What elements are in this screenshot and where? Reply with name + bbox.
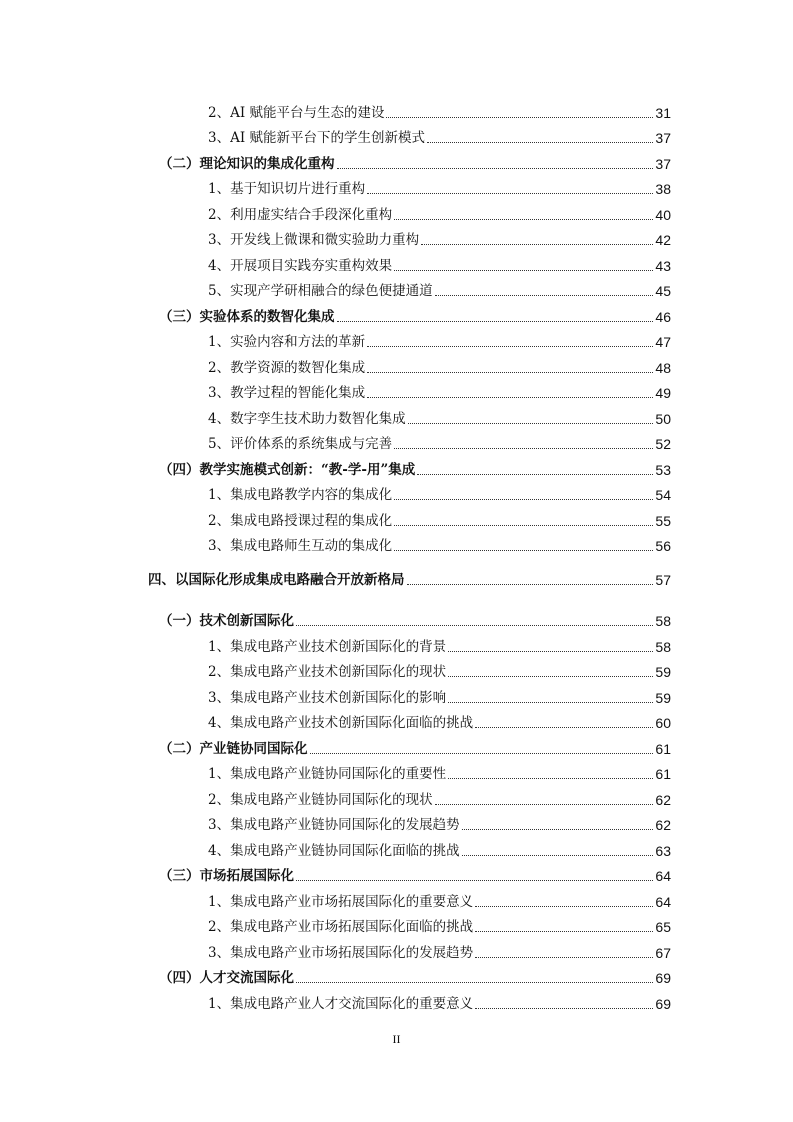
dot-leader [475,1008,653,1009]
dot-leader [394,448,653,449]
toc-entry-page: 54 [655,487,671,503]
toc-entry[interactable] [208,100,671,122]
toc-entry[interactable] [208,329,671,351]
toc-entry[interactable] [208,278,671,300]
toc-entry[interactable] [208,685,671,707]
toc-entry-title: （三）市场拓展国际化 [159,868,294,884]
toc-entry[interactable] [159,608,671,630]
dot-leader [475,906,653,907]
dot-leader [475,727,653,728]
toc-entry[interactable] [208,659,671,681]
toc-entry-page: 38 [655,181,671,197]
dot-leader [337,168,654,169]
toc-entry-page: 62 [655,817,671,833]
toc-entry-page: 59 [655,690,671,706]
toc-entry-title: （四）人才交流国际化 [159,970,294,986]
toc-entry[interactable] [208,406,671,428]
toc-entry-title: 3、开发线上微课和微实验助力重构 [208,232,420,248]
toc-entry-page: 47 [655,334,671,350]
toc-entry[interactable] [208,914,671,936]
toc-entry[interactable] [159,863,671,885]
toc-entry[interactable] [208,812,671,834]
dot-leader [394,499,653,500]
toc-entry-title: 4、开展项目实践夯实重构效果 [208,258,393,274]
toc-entry[interactable] [148,567,671,589]
toc-entry[interactable] [208,787,671,809]
toc-entry-page: 69 [655,996,671,1012]
toc-entry[interactable] [208,253,671,275]
toc-entry-page: 40 [655,207,671,223]
toc-entry-page: 69 [655,970,671,986]
toc-entry[interactable] [208,355,671,377]
toc-entry-page: 46 [655,309,671,325]
toc-entry[interactable] [208,227,671,249]
dot-leader [408,423,654,424]
toc-entry[interactable] [159,736,671,758]
toc-entry-title: 5、实现产学研相融合的绿色便捷通道 [208,283,433,299]
toc-entry[interactable] [208,838,671,860]
toc-entry-page: 43 [655,258,671,274]
toc-entry-page: 52 [655,436,671,452]
toc-entry-page: 57 [655,572,671,588]
toc-entry-title: 3、集成电路师生互动的集成化 [208,538,393,554]
toc-entry[interactable] [208,482,671,504]
toc-entry-page: 62 [655,792,671,808]
dot-leader [421,244,653,245]
dot-leader [435,295,654,296]
toc-entry-title: 4、集成电路产业技术创新国际化面临的挑战 [208,715,474,731]
toc-entry-page: 37 [655,156,671,172]
toc-entry-page: 63 [655,843,671,859]
toc-entry-page: 64 [655,894,671,910]
dot-leader [386,117,653,118]
toc-entry-page: 58 [655,613,671,629]
toc-entry-title: 四、以国际化形成集成电路融合开放新格局 [148,572,405,588]
toc-entry-title: 1、实验内容和方法的革新 [208,334,366,350]
toc-entry-title: 2、集成电路授课过程的集成化 [208,513,393,529]
toc-entry-title: 3、集成电路产业链协同国际化的发展趋势 [208,817,460,833]
toc-entry[interactable] [208,940,671,962]
toc-entry-title: 2、利用虚实结合手段深化重构 [208,207,393,223]
toc-entry-page: 49 [655,385,671,401]
dot-leader [407,584,654,585]
toc-entry-page: 50 [655,411,671,427]
toc-entry-title: 1、集成电路产业链协同国际化的重要性 [208,766,447,782]
toc-entry-page: 61 [655,741,671,757]
toc-entry-page: 42 [655,232,671,248]
toc-entry-title: （一）技术创新国际化 [159,613,294,629]
dot-leader [448,651,653,652]
toc-entry[interactable] [208,634,671,656]
toc-entry-title: 3、AI 赋能新平台下的学生创新模式 [208,130,425,146]
toc-entry-title: 2、集成电路产业链协同国际化的现状 [208,792,433,808]
toc-entry[interactable] [208,380,671,402]
toc-entry-title: 1、集成电路产业市场拓展国际化的重要意义 [208,894,474,910]
toc-entry[interactable] [208,508,671,530]
toc-entry[interactable] [159,965,671,987]
toc-entry-page: 55 [655,513,671,529]
dot-leader [337,321,654,322]
toc-entry[interactable] [208,533,671,555]
toc-entry-page: 61 [655,766,671,782]
dot-leader [296,982,653,983]
toc-entry-title: 2、教学资源的数智化集成 [208,360,366,376]
toc-entry-title: 1、基于知识切片进行重构 [208,181,366,197]
dot-leader [394,270,653,271]
toc-entry[interactable] [208,761,671,783]
dot-leader [394,219,653,220]
toc-entry[interactable] [208,710,671,732]
toc-entry-title: 2、AI 赋能平台与生态的建设 [208,105,385,121]
dot-leader [367,372,653,373]
toc-entry-page: 59 [655,664,671,680]
toc-entry-title: 4、数字孪生技术助力数智化集成 [208,411,406,427]
toc-entry[interactable] [208,125,671,147]
page-number: II [392,1032,401,1046]
toc-entry-page: 31 [655,105,671,121]
toc-entry-title: （三）实验体系的数智化集成 [159,309,335,325]
dot-leader [367,397,653,398]
dot-leader [394,550,653,551]
dot-leader [296,625,653,626]
toc-entry-page: 56 [655,538,671,554]
toc-entry-title: 3、教学过程的智能化集成 [208,385,366,401]
dot-leader [475,931,653,932]
dot-leader [310,753,654,754]
toc-entry-title: 2、集成电路产业市场拓展国际化面临的挑战 [208,919,474,935]
dot-leader [296,880,653,881]
dot-leader [367,193,653,194]
toc-entry[interactable] [208,431,671,453]
toc-entry-page: 45 [655,283,671,299]
toc-entry-page: 65 [655,919,671,935]
dot-leader [435,804,654,805]
toc-entry-title: 1、集成电路教学内容的集成化 [208,487,393,503]
dot-leader [367,346,653,347]
toc-entry-page: 67 [655,945,671,961]
toc-entry-title: 2、集成电路产业技术创新国际化的现状 [208,664,447,680]
toc-entry-page: 53 [655,462,671,478]
toc-entry[interactable] [208,176,671,198]
dot-leader [462,829,654,830]
toc-entry-title: 1、集成电路产业人才交流国际化的重要意义 [208,996,474,1012]
toc-entry[interactable] [208,202,671,224]
toc-entry-page: 60 [655,715,671,731]
toc-entry-title: 5、评价体系的系统集成与完善 [208,436,393,452]
toc-entry-page: 64 [655,868,671,884]
toc-entry[interactable] [159,151,671,173]
toc-entry[interactable] [208,889,671,911]
dot-leader [427,142,653,143]
toc-entry-title: （二）产业链协同国际化 [159,741,308,757]
dot-leader [448,676,653,677]
dot-leader [462,855,654,856]
toc-entry-title: 3、集成电路产业市场拓展国际化的发展趋势 [208,945,474,961]
toc-entry[interactable] [159,304,671,326]
dot-leader [448,778,653,779]
toc-entry-page: 37 [655,130,671,146]
dot-leader [448,702,653,703]
dot-leader [417,474,653,475]
toc-entry[interactable] [159,457,671,479]
toc-entry-title: （四）教学实施模式创新：“教-学-用”集成 [159,462,416,478]
toc-entry-title: 3、集成电路产业技术创新国际化的影响 [208,690,447,706]
toc-entry-title: （二）理论知识的集成化重构 [159,156,335,172]
toc-entry-page: 58 [655,639,671,655]
dot-leader [475,957,653,958]
dot-leader [394,525,653,526]
toc-entry-page: 48 [655,360,671,376]
toc-entry-title: 1、集成电路产业技术创新国际化的背景 [208,639,447,655]
toc-entry[interactable] [208,991,671,1013]
toc-entry-title: 4、集成电路产业链协同国际化面临的挑战 [208,843,460,859]
